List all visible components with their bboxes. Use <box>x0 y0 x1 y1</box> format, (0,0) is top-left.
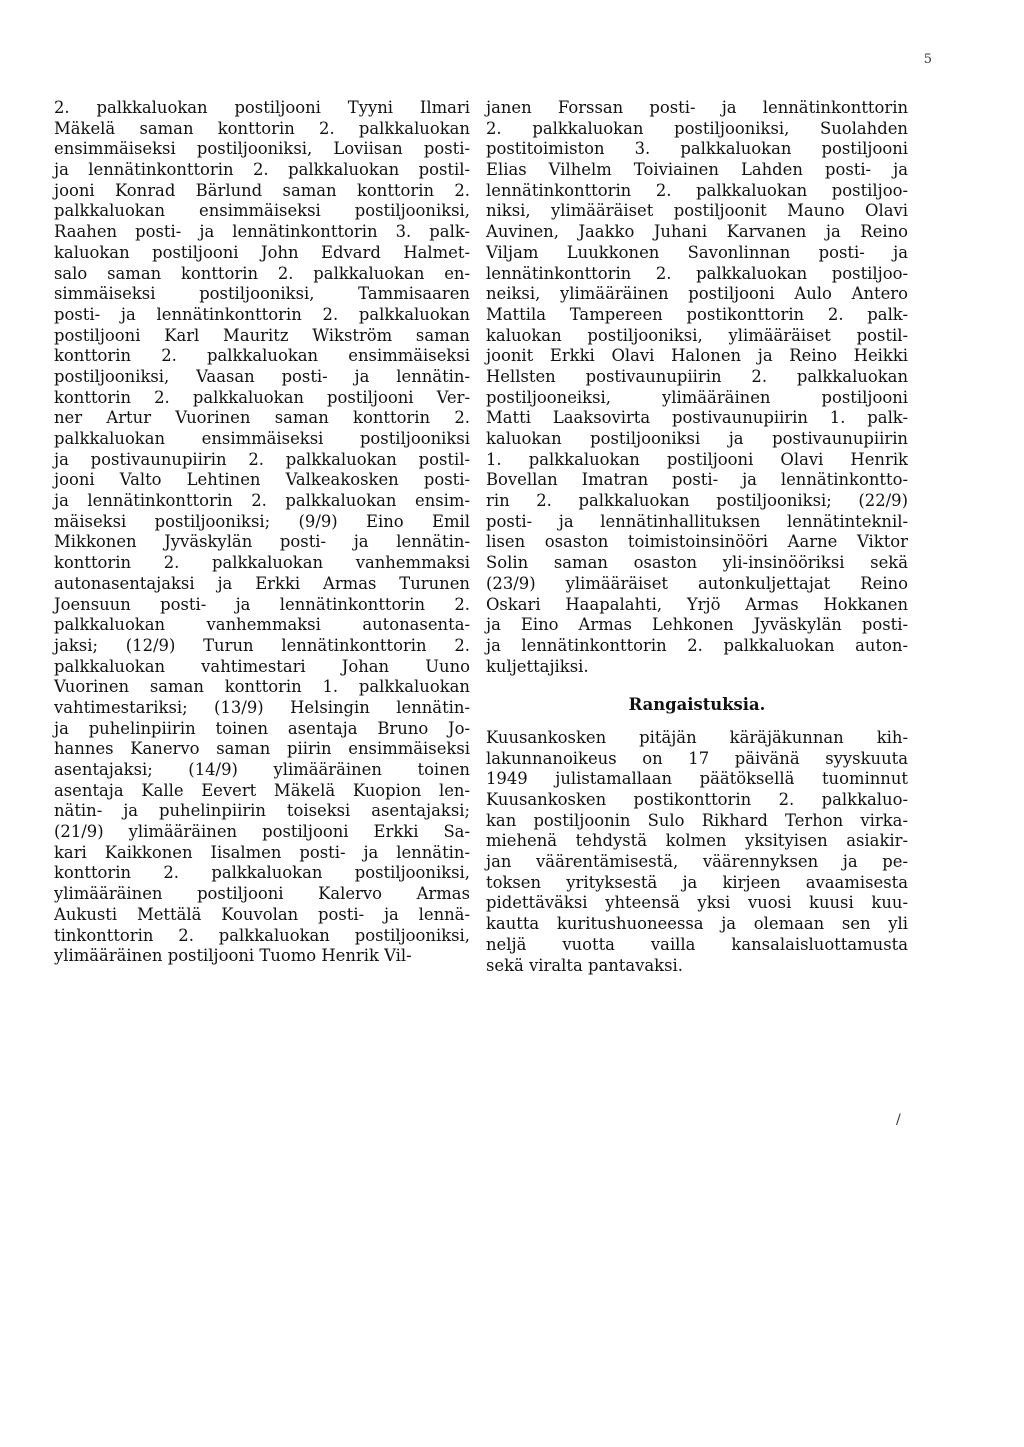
left-column-line: hannes Kanervo saman piirin ensimmäiseksi <box>54 739 470 759</box>
section-heading: Rangaistuksia. <box>628 695 766 715</box>
left-column-line: kaluokan postiljooni John Edvard Halmet- <box>54 242 470 262</box>
right-column-line: Mattila Tampereen postikonttorin 2. palk- <box>486 304 908 324</box>
penalties-line: Kuusankosken postikonttorin 2. palkkaluo- <box>486 790 908 809</box>
penalties-line: jan väärentämisestä, väärennyksen ja pe- <box>486 852 908 872</box>
page-number: 5 <box>923 52 932 67</box>
left-column-line: mäiseksi postiljooniksi; (9/9) Eino Emil <box>54 511 470 531</box>
left-column-line: Aukusti Mettälä Kouvolan posti- ja lennä- <box>54 904 470 924</box>
left-column-line: 2. palkkaluokan postiljooni Tyyni Ilmari <box>54 98 470 117</box>
right-column-line: ja lennätinkonttorin 2. palkkaluokan auton- <box>486 635 908 655</box>
right-column-text <box>486 98 908 677</box>
right-column-line: 1. palkkaluokan postiljooni Olavi Henrik <box>486 449 908 469</box>
left-column-line: postiljooniksi, Vaasan posti- ja lennätin- <box>54 366 470 386</box>
left-column-line: Mikkonen Jyväskylän posti- ja lennätin- <box>54 532 470 552</box>
right-column-line: (23/9) ylimääräiset autonkuljettajat Reino <box>486 573 908 593</box>
right-column-line: rin 2. palkkaluokan postiljooniksi; (22/9) <box>486 491 908 511</box>
left-column-line: (21/9) ylimääräinen postiljooni Erkki Sa- <box>54 822 470 842</box>
penalties-line: sekä viralta pantavaksi. <box>486 955 683 975</box>
left-column-line: asentajaksi; (14/9) ylimääräinen toinen <box>54 760 470 779</box>
penalties-line: pidettäväksi yhteensä yksi vuosi kuusi kuu- <box>486 893 908 913</box>
left-column-line: ner Artur Vuorinen saman konttorin 2. <box>54 408 470 428</box>
right-column-line: lisen osaston toimistoinsinööri Aarne Viktor <box>486 532 908 552</box>
right-column-line: kaluokan postiljooniksi, ylimääräiset postil- <box>486 325 908 345</box>
right-column-line: 2. palkkaluokan postiljooniksi, Suolahden <box>486 118 908 138</box>
right-column-line: Solin saman osaston yli-insinööriksi sekä <box>486 553 908 573</box>
left-column-line: palkkaluokan ensimmäiseksi postiljooniksi, <box>54 201 470 221</box>
right-column-line: Bovellan Imatran posti- ja lennätinkontto- <box>486 470 908 490</box>
right-column-line: joonit Erkki Olavi Halonen ja Reino Heikki <box>486 346 908 366</box>
left-column-line: vahtimestariksi; (13/9) Helsingin lennätin- <box>54 697 470 717</box>
right-column-line: ja Eino Armas Lehkonen Jyväskylän posti- <box>486 615 908 635</box>
right-column-line: Matti Laaksovirta postivaunupiirin 1. palk- <box>486 408 908 428</box>
right-column-line: kuljettajiksi. <box>486 656 589 676</box>
left-column-line: ja lennätinkonttorin 2. palkkaluokan ensim- <box>54 491 470 511</box>
left-column-line: autonasentajaksi ja Erkki Armas Turunen <box>54 573 470 593</box>
penalties-text <box>486 728 908 976</box>
left-column-line: jooni Valto Lehtinen Valkeakosken posti- <box>54 470 470 490</box>
right-column-line: Elias Vilhelm Toiviainen Lahden posti- ja <box>486 160 908 180</box>
right-column-line: lennätinkonttorin 2. palkkaluokan postiljoo- <box>486 263 908 283</box>
left-column-line: ylimääräinen postiljooni Kalervo Armas <box>54 884 470 904</box>
left-column-line: ylimääräinen postiljooni Tuomo Henrik Vil- <box>54 946 412 966</box>
left-column-line: tinkonttorin 2. palkkaluokan postiljooniksi, <box>54 925 470 945</box>
penalties-line: miehenä tehdystä kolmen yksityisen asiakir- <box>486 831 908 851</box>
right-column-line: Oskari Haapalahti, Yrjö Armas Hokkanen <box>486 594 908 614</box>
left-column-line: ja postivaunupiirin 2. palkkaluokan postil- <box>54 449 470 469</box>
stray-mark: / <box>896 1112 901 1128</box>
right-column-line: neiksi, ylimääräinen postiljooni Aulo Antero <box>486 284 908 304</box>
right-column-line: Auvinen, Jaakko Juhani Karvanen ja Reino <box>486 222 908 242</box>
left-column-line: Vuorinen saman konttorin 1. palkkaluokan <box>54 677 470 697</box>
left-column-line: postiljooni Karl Mauritz Wikström saman <box>54 325 470 345</box>
penalties-line: kautta kuritushuoneessa ja olemaan sen yli <box>486 914 908 934</box>
left-column-line: Raahen posti- ja lennätinkonttorin 3. palk- <box>54 222 470 242</box>
left-column <box>54 98 470 967</box>
left-column-line: palkkaluokan ensimmäiseksi postiljooniksi <box>54 429 470 448</box>
left-column-line: ja puhelinpiirin toinen asentaja Bruno Jo- <box>54 718 470 738</box>
left-column-line: ja lennätinkonttorin 2. palkkaluokan postil- <box>54 160 470 180</box>
right-column-line: Hellsten postivaunupiirin 2. palkkaluokan <box>486 366 908 386</box>
right-column-line: Viljam Luukkonen Savonlinnan posti- ja <box>486 242 908 262</box>
penalties-line: toksen yrityksestä ja kirjeen avaamisesta <box>486 872 908 892</box>
left-column-line: konttorin 2. palkkaluokan vanhemmaksi <box>54 553 470 573</box>
left-column-line: ensimmäiseksi postiljooniksi, Loviisan posti- <box>54 139 470 159</box>
left-column-line: konttorin 2. palkkaluokan postiljooniksi, <box>54 863 470 883</box>
left-column-line: Mäkelä saman konttorin 2. palkkaluokan <box>54 118 470 138</box>
right-column-line: lennätinkonttorin 2. palkkaluokan postiljoo- <box>486 180 908 200</box>
left-column-line: jooni Konrad Bärlund saman konttorin 2. <box>54 180 470 200</box>
left-column-line: nätin- ja puhelinpiirin toiseksi asentajaksi; <box>54 801 470 821</box>
penalties-line: kan postiljoonin Sulo Rikhard Terhon virka- <box>486 810 908 830</box>
right-column-line: posti- ja lennätinhallituksen lennätinteknil- <box>486 511 908 531</box>
left-column-line: jaksi; (12/9) Turun lennätinkonttorin 2. <box>54 635 470 655</box>
right-column-line: kaluokan postiljooniksi ja postivaunupiirin <box>486 429 908 448</box>
penalties-line: Kuusankosken pitäjän käräjäkunnan kih- <box>486 727 908 747</box>
right-column-line: postitoimiston 3. palkkaluokan postiljooni <box>486 139 908 159</box>
left-column-line: simmäiseksi postiljooniksi, Tammisaaren <box>54 284 470 304</box>
right-column-line: postiljooneiksi, ylimääräinen postiljooni <box>486 387 908 407</box>
penalties-line: 1949 julistamallaan päätöksellä tuominnut <box>486 769 908 789</box>
right-column <box>486 98 908 976</box>
left-column-line: palkkaluokan vahtimestari Johan Uuno <box>54 656 470 676</box>
left-column-line: Joensuun posti- ja lennätinkonttorin 2. <box>54 594 470 614</box>
right-column-line: niksi, ylimääräiset postiljoonit Mauno Olavi <box>486 201 908 221</box>
right-column-line: janen Forssan posti- ja lennätinkonttorin <box>486 98 908 117</box>
penalties-line: neljä vuotta vailla kansalaisluottamusta <box>486 934 908 954</box>
left-column-line: konttorin 2. palkkaluokan postiljooni Ver- <box>54 387 470 407</box>
left-column-line: palkkaluokan vanhemmaksi autonasenta- <box>54 615 470 635</box>
left-column-line: kari Kaikkonen Iisalmen posti- ja lennätin- <box>54 842 470 862</box>
left-column-line: konttorin 2. palkkaluokan ensimmäiseksi <box>54 346 470 366</box>
left-column-line: posti- ja lennätinkonttorin 2. palkkaluokan <box>54 304 470 324</box>
left-column-line: asentaja Kalle Eevert Mäkelä Kuopion len- <box>54 780 470 800</box>
penalties-line: lakunnanoikeus on 17 päivänä syyskuuta <box>486 748 908 768</box>
left-column-line: salo saman konttorin 2. palkkaluokan en- <box>54 263 470 283</box>
